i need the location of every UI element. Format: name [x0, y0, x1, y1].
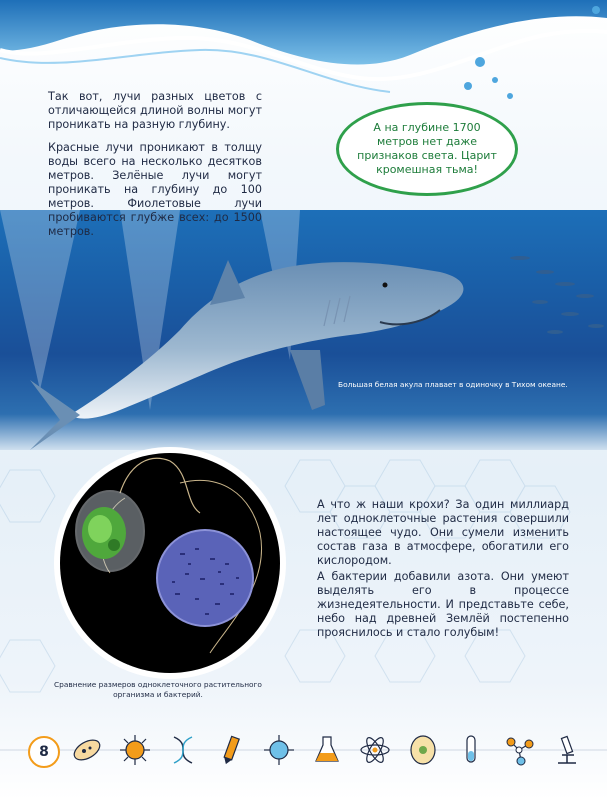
cell-icon	[406, 733, 440, 767]
shark-caption: Большая белая акула плавает в одиночку в Тихом океане.	[338, 380, 568, 389]
test-tube-icon	[454, 733, 488, 767]
microscope-icon	[550, 733, 584, 767]
callout-bubble	[336, 102, 518, 196]
paragraph-nitrogen: А бактерии добавили азота. Они умеют выделять его в процессе жизнедеятельности. И представьте себе, небо над древней Землёй постепенно прояснилось и стало голубым!	[317, 570, 569, 639]
callout-text: А на глубине 1700 метров нет даже признаков света. Царит кромешная тьма!	[357, 121, 497, 176]
page-number: 8	[28, 736, 60, 768]
pencil-icon	[214, 733, 248, 767]
dna-icon	[166, 733, 200, 767]
microscope-caption: Сравнение размеров одноклеточного растительного организма и бактерий.	[54, 680, 262, 699]
bacterium-icon	[70, 733, 104, 767]
shark-photo	[0, 210, 607, 450]
atom-icon	[358, 733, 392, 767]
paragraph-wavelength: Так вот, лучи разных цветов с отличающейся длиной волны могут проникать на разную глубину.	[48, 90, 262, 131]
paragraph-oxygen: А что ж наши крохи? За один миллиард лет одноклеточные растения совершили настоящее чудо. Они сумели изменить состав газа в атмосфере, обогатили его кислородом.	[317, 498, 569, 567]
microscope-image	[60, 453, 280, 673]
molecule-icon	[502, 733, 536, 767]
flask-icon	[310, 733, 344, 767]
virus-icon	[118, 733, 152, 767]
microscope-image-frame	[54, 447, 286, 679]
paragraph-ray-depth: Красные лучи проникают в толщу воды всего на несколько десятков метров. Зелёные лучи могут проникать на глубину до 100 метров. Фиолетовые лучи пробиваются глубже всех: до 1500 метров.	[48, 141, 262, 238]
virus-icon	[262, 733, 296, 767]
